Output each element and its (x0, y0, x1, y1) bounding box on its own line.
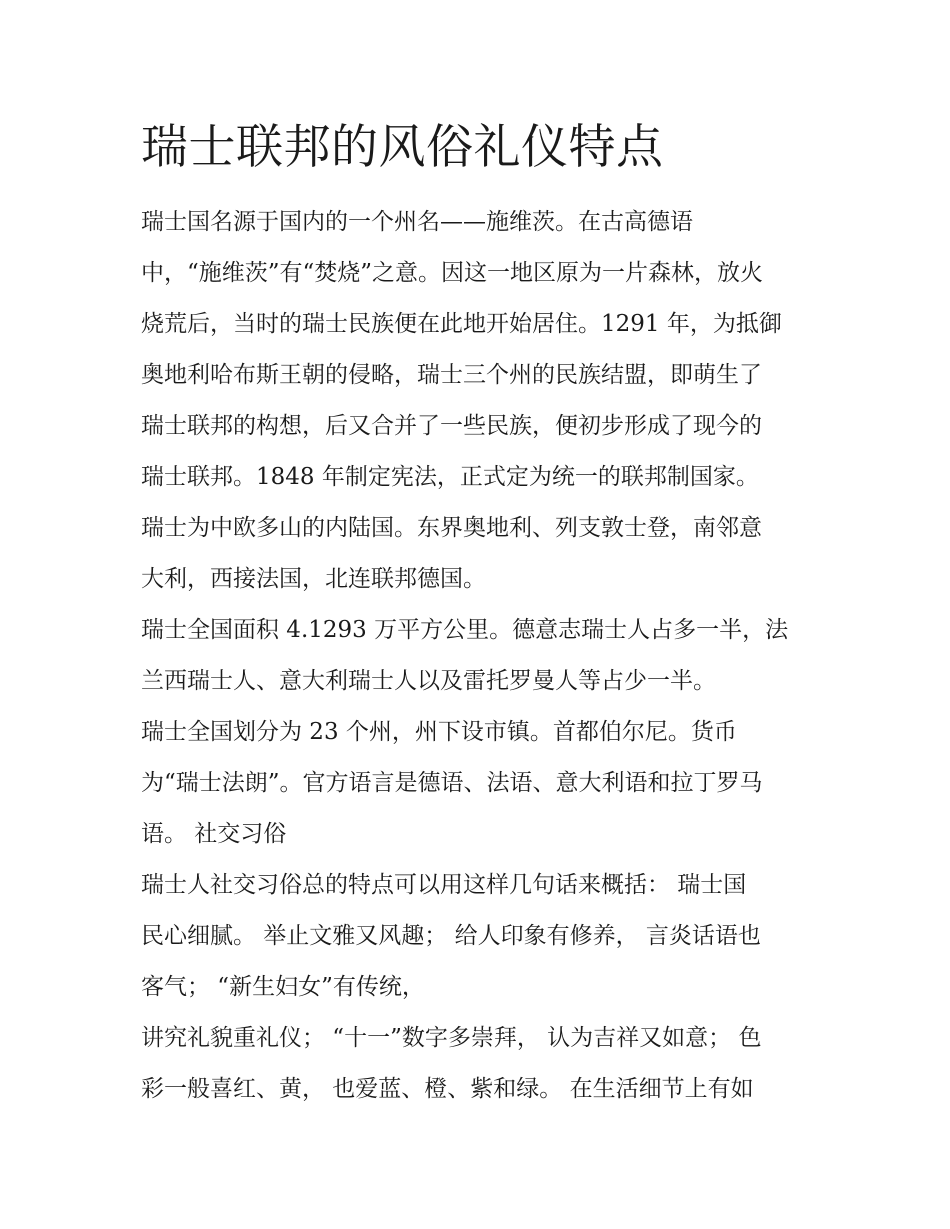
text-line: 烧荒后，当时的瑞士民族便在此地开始居住。1291 年，为抵御 (141, 311, 782, 337)
text-line: 讲究礼貌重礼仪； “十一”数字多崇拜， 认为吉祥又如意； 色 (141, 1025, 762, 1051)
text-line: 瑞士联邦的构想，后又合并了一些民族，便初步形成了现今的 (141, 413, 762, 439)
text-line: 奥地利哈布斯王朝的侵略，瑞士三个州的民族结盟，即萌生了 (141, 362, 762, 388)
body-text (141, 197, 821, 1115)
text-line: 客气； “新生妇女”有传统， (141, 974, 425, 1000)
text-line: 瑞士人社交习俗总的特点可以用这样几句话来概括： 瑞士国 (141, 872, 747, 898)
text-line: 语。 社交习俗 (141, 821, 287, 847)
text-line: 瑞士联邦。1848 年制定宪法，正式定为统一的联邦制国家。 (141, 464, 759, 490)
text-line: 瑞士为中欧多山的内陆国。东界奥地利、列支敦士登，南邻意 (141, 515, 762, 541)
page-title: 瑞士联邦的风俗礼仪特点 (141, 120, 664, 175)
text-line: 民心细腻。 举止文雅又风趣； 给人印象有修养， 言炎话语也 (141, 923, 761, 949)
text-line: 中，“施维茨”有“焚烧”之意。因这一地区原为一片森林，放火 (141, 260, 764, 286)
text-line: 彩一般喜红、黄， 也爱蓝、橙、紫和绿。 在生活细节上有如 (141, 1076, 754, 1102)
text-line: 瑞士全国划分为 23 个州，州下设市镇。首都伯尔尼。货币 (141, 719, 737, 745)
text-line: 大利，西接法国，北连联邦德国。 (141, 566, 486, 592)
text-line: 为“瑞士法朗”。官方语言是德语、法语、意大利语和拉丁罗马 (141, 770, 763, 796)
text-line: 瑞士国名源于国内的一个州名——施维茨。在古高德语 (141, 209, 693, 235)
text-line: 兰西瑞士人、意大利瑞士人以及雷托罗曼人等占少一半。 (141, 668, 716, 694)
text-line: 瑞士全国面积 4.1293 万平方公里。德意志瑞士人占多一半，法 (141, 617, 789, 643)
